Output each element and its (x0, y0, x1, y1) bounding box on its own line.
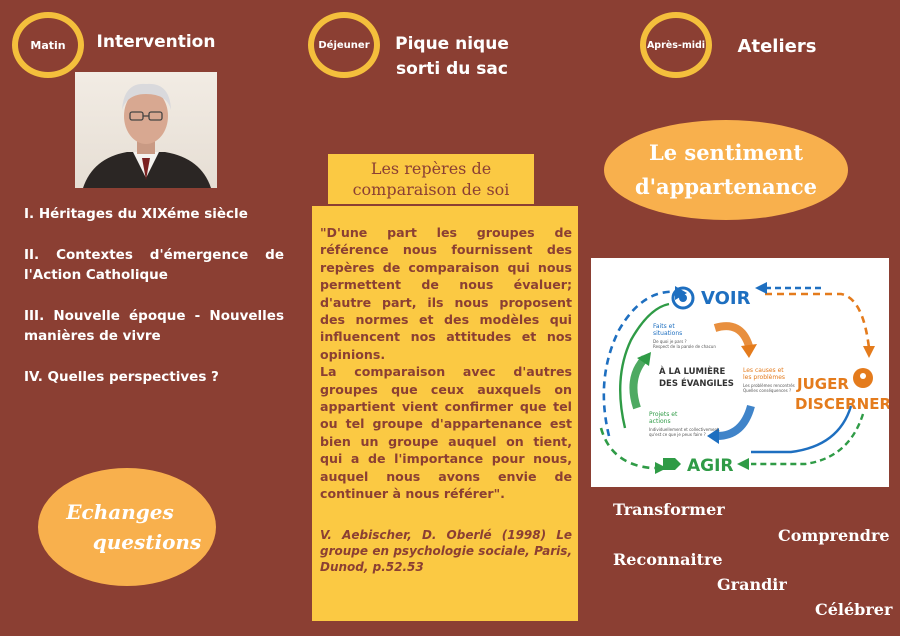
theme-line1: Le sentiment (648, 140, 804, 165)
faits-sub2: Respect de la parole de chacun (653, 344, 716, 349)
cycle-diagram-graphic (591, 258, 889, 487)
causes-line1: Les causes et (743, 367, 784, 374)
faits-line1: Faits et (653, 323, 675, 330)
outline-item-1: I. Héritages du XIXéme siècle (24, 206, 248, 222)
afternoon-badge-label: Après-midi (646, 39, 706, 51)
projets-line2: actions (649, 418, 671, 425)
causes-line2: les problèmes (743, 374, 786, 381)
juger-label: JUGER (797, 375, 849, 393)
causes-sub2: Quelles conséquences ? (743, 388, 792, 393)
center-label-line1: À LA LUMIÈRE (659, 367, 726, 377)
talk-outline (24, 204, 284, 408)
keyword-transformer: Transformer (613, 500, 725, 519)
discussion-line1: Echanges (66, 500, 174, 524)
quote-paragraph-2: La comparaison avec d'autres groupes que ceux auxquels on appartient vient confirmer que tel ou tel groupe d'appartenance est bien un groupe auquel on tient, qui a de l'importance pour nous, auquel nous avons envie de continuer à nous référer". (320, 364, 572, 502)
faits-sub1: De quoi je pars ? (653, 339, 687, 344)
reading-title (328, 154, 534, 204)
center-label-line2: DES ÉVANGILES (659, 379, 734, 389)
outline-item-4: IV. Quelles perspectives ? (24, 369, 219, 385)
keyword-grandir: Grandir (717, 575, 787, 594)
discussion-oval (38, 468, 216, 586)
causes-sub1: Les problèmes rencontrés (743, 383, 795, 388)
quote-citation: V. Aebischer, D. Oberlé (1998) Le groupe en psychologie sociale, Paris, Dunod, p.52.53 (320, 527, 572, 574)
lunch-badge (308, 12, 380, 78)
reading-title-line1: Les repères de (370, 159, 492, 178)
theme-oval (604, 120, 848, 220)
keyword-comprendre: Comprendre (778, 526, 890, 545)
agir-label: AGIR (687, 456, 734, 476)
projets-sub1: Individuellement et collectivement, (649, 427, 720, 432)
discerner-label: DISCERNER (795, 395, 889, 413)
outline-item-2: II. Contextes d'émergence de l'Action Catholique (24, 247, 284, 283)
handshake-icon (663, 458, 681, 470)
quote-paragraph-1: "D'une part les groupes de référence nous fournissent des repères de comparaison qui nous permettent de nous évaluer; d'autre part, ils nous proposent des normes et des modèles qui influencent nos attitudes et nos opinions. (320, 225, 572, 362)
discussion-line2: questions (92, 530, 202, 554)
reading-title-line2: comparaison de soi (352, 180, 510, 199)
voir-label: VOIR (701, 288, 751, 309)
lunch-heading (384, 32, 520, 82)
quote-box (312, 206, 578, 621)
keyword-celebrer: Célébrer (815, 600, 893, 619)
faits-line2: situations (653, 330, 683, 337)
morning-badge (12, 12, 84, 78)
afternoon-heading: Ateliers (737, 36, 817, 57)
voir-juger-agir-diagram (591, 258, 889, 487)
lunch-heading-line1: Pique nique (395, 34, 509, 54)
speaker-photo-graphic (75, 72, 217, 188)
projets-sub2: qu'est ce que je peux faire ? (649, 432, 706, 437)
afternoon-badge (640, 12, 712, 78)
morning-badge-label: Matin (30, 38, 66, 52)
speaker-portrait (75, 72, 217, 188)
morning-heading: Intervention (96, 32, 216, 52)
keyword-reconnaitre: Reconnaitre (613, 550, 723, 569)
lunch-heading-line2: sorti du sac (396, 59, 508, 79)
projets-line1: Projets et (649, 411, 678, 418)
lunch-badge-label: Déjeuner (318, 39, 370, 51)
outline-item-3: III. Nouvelle époque - Nouvelles manières de vivre (24, 308, 284, 344)
theme-line2: d'appartenance (634, 174, 818, 199)
